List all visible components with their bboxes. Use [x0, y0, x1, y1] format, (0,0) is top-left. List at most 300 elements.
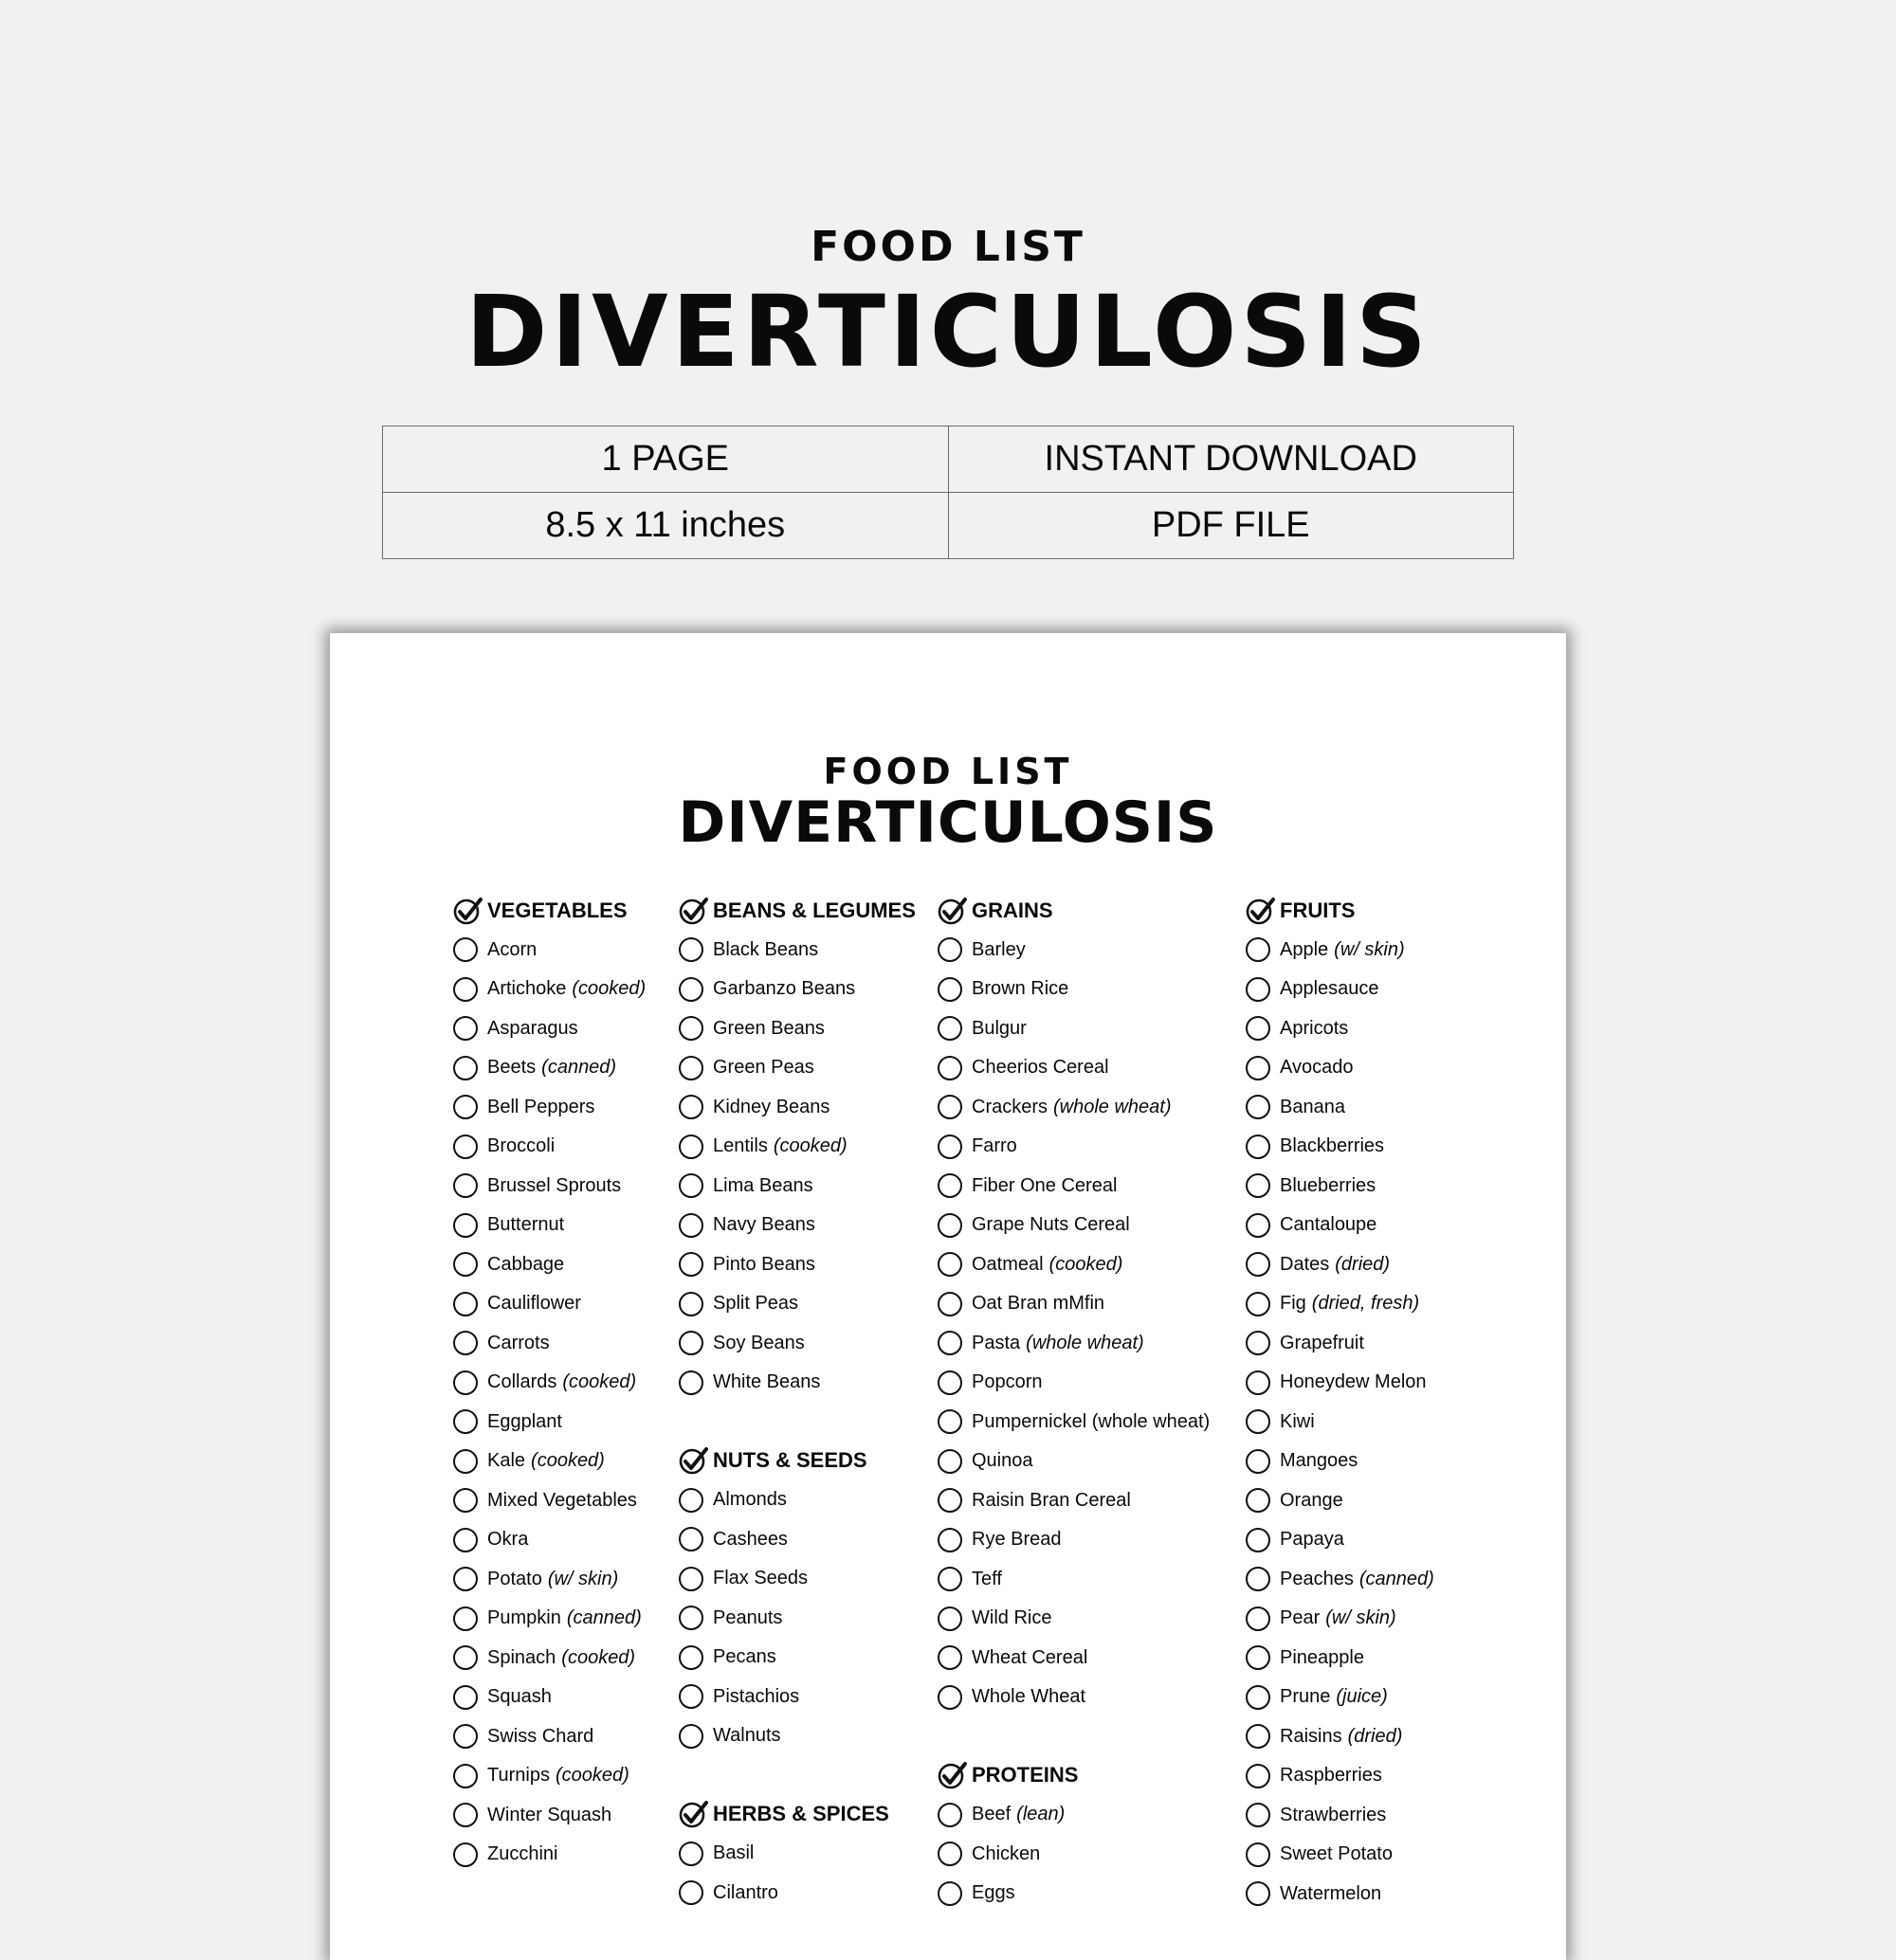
empty-circle-checkbox[interactable] [1246, 1252, 1270, 1277]
checklist-item[interactable] [453, 1088, 646, 1128]
checklist-item[interactable] [938, 1481, 1210, 1521]
checked-circle-icon [938, 1760, 968, 1790]
checklist-item[interactable] [938, 1795, 1210, 1835]
checklist-item[interactable] [938, 1363, 1210, 1403]
empty-circle-checkbox[interactable] [1246, 977, 1270, 1002]
empty-circle-checkbox[interactable] [679, 1370, 703, 1395]
empty-circle-checkbox[interactable] [679, 1606, 703, 1630]
checklist-item[interactable] [453, 1245, 646, 1285]
item-name: Soy Beans [713, 1332, 805, 1353]
empty-circle-checkbox[interactable] [1246, 1685, 1270, 1710]
checklist-item[interactable] [1246, 1875, 1434, 1915]
empty-circle-checkbox[interactable] [453, 1016, 478, 1041]
empty-circle-checkbox[interactable] [938, 1056, 962, 1080]
empty-circle-checkbox[interactable] [1246, 1370, 1270, 1395]
item-name: Raisin Bran Cereal [972, 1489, 1131, 1511]
checklist-item[interactable] [453, 1206, 646, 1245]
empty-circle-checkbox[interactable] [453, 1449, 478, 1474]
checklist-item[interactable] [453, 1796, 646, 1836]
checklist-item[interactable] [453, 931, 646, 971]
empty-circle-checkbox[interactable] [938, 1528, 962, 1552]
item-name: Apple [1280, 938, 1329, 960]
checklist-item[interactable] [1246, 1088, 1434, 1128]
checklist-item[interactable] [1246, 1284, 1434, 1324]
section-header [1246, 891, 1434, 931]
checklist-item[interactable] [453, 1442, 646, 1481]
item-name: Pasta [972, 1332, 1021, 1353]
section-title: BEANS & LEGUMES [713, 898, 916, 922]
empty-circle-checkbox[interactable] [938, 1213, 962, 1238]
item-name: Dates [1280, 1253, 1330, 1275]
checklist-item[interactable] [1246, 1403, 1434, 1443]
checklist-item[interactable] [938, 1088, 1210, 1128]
checklist-item[interactable] [453, 1403, 646, 1443]
checked-circle-icon [938, 896, 968, 926]
checklist-item[interactable] [1246, 1560, 1434, 1600]
checklist-item[interactable] [1246, 1717, 1434, 1757]
item-name: Lentils [713, 1135, 768, 1157]
empty-circle-checkbox[interactable] [679, 1134, 703, 1159]
info-download: INSTANT DOWNLOAD [948, 426, 1514, 493]
empty-circle-checkbox[interactable] [453, 1724, 478, 1749]
empty-circle-checkbox[interactable] [938, 1488, 962, 1513]
checklist-item[interactable] [679, 1245, 916, 1285]
checklist-item[interactable] [1246, 1009, 1434, 1049]
section-title: NUTS & SEEDS [713, 1448, 867, 1473]
item-name: Basil [713, 1842, 755, 1864]
item-name: Eggs [972, 1882, 1015, 1904]
food-section [679, 891, 916, 1403]
checklist-item[interactable] [679, 1874, 916, 1914]
column-2 [679, 891, 916, 1913]
empty-circle-checkbox[interactable] [1246, 1449, 1270, 1474]
item-name: Pinto Beans [713, 1253, 815, 1275]
item-note: (juice) [1336, 1686, 1388, 1708]
item-name: Grapefruit [1280, 1332, 1364, 1353]
item-name: Artichoke [487, 978, 567, 1000]
item-name: Raspberries [1280, 1765, 1382, 1787]
empty-circle-checkbox[interactable] [453, 977, 478, 1002]
empty-circle-checkbox[interactable] [1246, 1606, 1270, 1631]
empty-circle-checkbox[interactable] [938, 977, 962, 1002]
item-name: Flax Seeds [713, 1568, 809, 1589]
item-name: Raisins [1280, 1725, 1342, 1747]
checklist-item[interactable] [1246, 1678, 1434, 1717]
empty-circle-checkbox[interactable] [453, 1842, 478, 1867]
food-list-sheet [330, 633, 1566, 1960]
empty-circle-checkbox[interactable] [1246, 1764, 1270, 1788]
empty-circle-checkbox[interactable] [1246, 1567, 1270, 1591]
checklist-item[interactable] [938, 1442, 1210, 1481]
hero-subtitle: FOOD LIST [811, 223, 1085, 271]
checklist-item[interactable] [679, 1520, 916, 1560]
empty-circle-checkbox[interactable] [1246, 1056, 1270, 1080]
item-name: Beef [972, 1804, 1012, 1825]
empty-circle-checkbox[interactable] [938, 1292, 962, 1316]
item-name: Walnuts [713, 1725, 781, 1747]
checklist-item[interactable] [1246, 1206, 1434, 1245]
item-name: Barley [972, 938, 1026, 960]
food-section [453, 891, 646, 1875]
item-name: Beets [487, 1057, 537, 1079]
checklist-item[interactable] [938, 1835, 1210, 1875]
item-name: Papaya [1280, 1529, 1344, 1551]
item-name: Garbanzo Beans [713, 978, 856, 1000]
empty-circle-checkbox[interactable] [679, 1095, 703, 1119]
checklist-item[interactable] [1246, 1324, 1434, 1364]
item-note: (canned) [566, 1607, 642, 1629]
empty-circle-checkbox[interactable] [1246, 1213, 1270, 1238]
item-name: Sweet Potato [1280, 1843, 1393, 1865]
checklist-item[interactable] [679, 1127, 916, 1167]
item-name: Pumpkin [487, 1607, 561, 1629]
empty-circle-checkbox[interactable] [679, 977, 703, 1002]
empty-circle-checkbox[interactable] [1246, 937, 1270, 962]
empty-circle-checkbox[interactable] [938, 1370, 962, 1395]
checklist-item[interactable] [453, 1048, 646, 1088]
checklist-item[interactable] [679, 1480, 916, 1520]
empty-circle-checkbox[interactable] [938, 1685, 962, 1710]
empty-circle-checkbox[interactable] [938, 1173, 962, 1198]
section-header [453, 891, 646, 931]
item-note: (whole wheat) [1053, 1096, 1172, 1117]
checklist-item[interactable] [679, 1009, 916, 1049]
item-name: Potato [487, 1568, 542, 1589]
checklist-item[interactable] [679, 1638, 916, 1678]
checklist-item[interactable] [453, 1756, 646, 1796]
food-section [679, 1442, 916, 1756]
item-name: Turnips [487, 1765, 550, 1787]
checklist-item[interactable] [453, 1520, 646, 1560]
checklist-item[interactable] [679, 1363, 916, 1403]
checklist-item[interactable] [679, 1599, 916, 1639]
item-name: Pineapple [1280, 1646, 1364, 1668]
item-note: (w/ skin) [1325, 1607, 1396, 1629]
empty-circle-checkbox[interactable] [1246, 1842, 1270, 1867]
food-section [938, 891, 1210, 1717]
empty-circle-checkbox[interactable] [1246, 1292, 1270, 1316]
checklist-item[interactable] [938, 1284, 1210, 1324]
item-name: Collards [487, 1371, 557, 1393]
checklist-item[interactable] [679, 1678, 916, 1717]
empty-circle-checkbox[interactable] [938, 1842, 962, 1866]
checklist-item[interactable] [938, 1206, 1210, 1245]
item-name: Apricots [1280, 1017, 1349, 1039]
item-note: (cooked) [562, 1371, 637, 1393]
checklist-item[interactable] [679, 1048, 916, 1088]
item-note: (cooked) [1048, 1253, 1123, 1275]
checklist-item[interactable] [938, 931, 1210, 971]
checked-circle-icon [679, 1445, 709, 1476]
empty-circle-checkbox[interactable] [679, 1724, 703, 1749]
item-name: Fig [1280, 1293, 1306, 1315]
item-note: (cooked) [531, 1450, 605, 1472]
checklist-item[interactable] [679, 1088, 916, 1128]
empty-circle-checkbox[interactable] [453, 1488, 478, 1513]
empty-circle-checkbox[interactable] [453, 1292, 478, 1316]
empty-circle-checkbox[interactable] [453, 1567, 478, 1591]
checklist-item[interactable] [938, 1560, 1210, 1600]
empty-circle-checkbox[interactable] [453, 1764, 478, 1788]
checklist-item[interactable] [1246, 931, 1434, 971]
checklist-item[interactable] [453, 1009, 646, 1049]
item-note: (cooked) [555, 1765, 629, 1787]
sheet-title: DIVERTICULOSIS [678, 789, 1218, 856]
checklist-item[interactable] [1246, 1167, 1434, 1207]
item-name: Brown Rice [972, 978, 1069, 1000]
empty-circle-checkbox[interactable] [679, 1684, 703, 1709]
item-name: Pumpernickel (whole wheat) [972, 1410, 1211, 1432]
checklist-item[interactable] [1246, 970, 1434, 1009]
checklist-item[interactable] [453, 1717, 646, 1757]
item-name: Chicken [972, 1842, 1041, 1864]
empty-circle-checkbox[interactable] [453, 1645, 478, 1670]
empty-circle-checkbox[interactable] [453, 1331, 478, 1355]
item-name: Applesauce [1280, 978, 1379, 1000]
info-row [383, 493, 1514, 559]
checklist-item[interactable] [679, 1167, 916, 1207]
item-name: Lima Beans [713, 1174, 813, 1196]
item-name: Whole Wheat [972, 1686, 1086, 1708]
empty-circle-checkbox[interactable] [679, 1880, 703, 1905]
empty-circle-checkbox[interactable] [453, 1370, 478, 1395]
empty-circle-checkbox[interactable] [679, 1488, 703, 1513]
checklist-item[interactable] [453, 1835, 646, 1875]
checklist-item[interactable] [938, 1127, 1210, 1167]
item-name: Blueberries [1280, 1174, 1376, 1196]
checklist-item[interactable] [453, 1127, 646, 1167]
empty-circle-checkbox[interactable] [1246, 1803, 1270, 1827]
item-name: Teff [972, 1568, 1002, 1589]
empty-circle-checkbox[interactable] [679, 1842, 703, 1866]
empty-circle-checkbox[interactable] [1246, 1724, 1270, 1749]
food-section [1246, 891, 1434, 1914]
empty-circle-checkbox[interactable] [453, 1056, 478, 1080]
item-note: (cooked) [572, 978, 647, 1000]
empty-circle-checkbox[interactable] [453, 1134, 478, 1159]
checklist-item[interactable] [938, 970, 1210, 1009]
empty-circle-checkbox[interactable] [679, 1567, 703, 1591]
empty-circle-checkbox[interactable] [453, 1252, 478, 1277]
empty-circle-checkbox[interactable] [938, 1567, 962, 1591]
checked-circle-icon [1246, 896, 1276, 926]
empty-circle-checkbox[interactable] [679, 1292, 703, 1316]
section-title: VEGETABLES [487, 898, 628, 922]
item-name: Kale [487, 1450, 526, 1472]
item-name: Oatmeal [972, 1253, 1044, 1275]
checklist-item[interactable] [679, 1206, 916, 1245]
item-name: Peaches [1280, 1568, 1354, 1589]
empty-circle-checkbox[interactable] [453, 937, 478, 962]
empty-circle-checkbox[interactable] [453, 1095, 478, 1119]
item-name: Prune [1280, 1686, 1331, 1708]
info-row [383, 426, 1514, 493]
empty-circle-checkbox[interactable] [938, 1449, 962, 1474]
checklist-item[interactable] [453, 1639, 646, 1679]
checklist-item[interactable] [938, 1324, 1210, 1364]
section-header [679, 1795, 916, 1835]
checklist-item[interactable] [679, 1284, 916, 1324]
checklist-item[interactable] [938, 1048, 1210, 1088]
item-name: Navy Beans [713, 1214, 815, 1236]
item-name: Squash [487, 1686, 552, 1708]
checklist-item[interactable] [453, 1324, 646, 1364]
empty-circle-checkbox[interactable] [453, 1803, 478, 1827]
item-name: Grape Nuts Cereal [972, 1214, 1130, 1236]
item-name: Cilantro [713, 1881, 778, 1903]
empty-circle-checkbox[interactable] [679, 1056, 703, 1080]
item-name: Peanuts [713, 1606, 783, 1628]
item-note: (canned) [1358, 1568, 1434, 1589]
checklist-item[interactable] [938, 1678, 1210, 1717]
empty-circle-checkbox[interactable] [938, 1409, 962, 1434]
item-name: Cabbage [487, 1253, 565, 1275]
checklist-item[interactable] [1246, 1442, 1434, 1481]
checklist-item[interactable] [938, 1245, 1210, 1285]
checklist-item[interactable] [1246, 1835, 1434, 1875]
empty-circle-checkbox[interactable] [679, 937, 703, 962]
column-3 [938, 891, 1210, 1914]
item-name: Orange [1280, 1489, 1343, 1511]
empty-circle-checkbox[interactable] [679, 1331, 703, 1355]
empty-circle-checkbox[interactable] [938, 1252, 962, 1277]
item-name: Cauliflower [487, 1293, 581, 1315]
empty-circle-checkbox[interactable] [453, 1685, 478, 1710]
checklist-item[interactable] [453, 970, 646, 1009]
checklist-item[interactable] [938, 1167, 1210, 1207]
checklist-item[interactable] [938, 1520, 1210, 1560]
empty-circle-checkbox[interactable] [679, 1252, 703, 1277]
section-header [938, 891, 1210, 931]
item-name: Pear [1280, 1607, 1321, 1629]
section-title: GRAINS [972, 898, 1053, 922]
info-pages: 1 PAGE [383, 426, 949, 493]
checklist-item[interactable] [1246, 1245, 1434, 1285]
empty-circle-checkbox[interactable] [453, 1213, 478, 1238]
empty-circle-checkbox[interactable] [938, 1095, 962, 1119]
checklist-item[interactable] [453, 1599, 646, 1639]
item-name: Wheat Cereal [972, 1646, 1088, 1668]
checklist-item[interactable] [679, 1716, 916, 1756]
empty-circle-checkbox[interactable] [1246, 1173, 1270, 1198]
checklist-item[interactable] [938, 1403, 1210, 1443]
item-name: Farro [972, 1135, 1017, 1157]
checklist-item[interactable] [453, 1167, 646, 1207]
column-1 [453, 891, 646, 1875]
checklist-item[interactable] [938, 1639, 1210, 1679]
empty-circle-checkbox[interactable] [1246, 1488, 1270, 1513]
empty-circle-checkbox[interactable] [938, 1331, 962, 1355]
empty-circle-checkbox[interactable] [679, 1213, 703, 1238]
empty-circle-checkbox[interactable] [679, 1527, 703, 1552]
checklist-item[interactable] [1246, 1520, 1434, 1560]
checklist-item[interactable] [453, 1284, 646, 1324]
empty-circle-checkbox[interactable] [679, 1016, 703, 1041]
info-format: PDF FILE [948, 493, 1514, 559]
item-name: Bell Peppers [487, 1096, 595, 1117]
item-name: Black Beans [713, 938, 819, 960]
checklist-item[interactable] [938, 1874, 1210, 1914]
empty-circle-checkbox[interactable] [1246, 1645, 1270, 1670]
item-note: (cooked) [561, 1646, 636, 1668]
checklist-item[interactable] [679, 970, 916, 1009]
item-name: Almonds [713, 1489, 787, 1511]
empty-circle-checkbox[interactable] [938, 1645, 962, 1670]
food-section [679, 1795, 916, 1914]
sheet-subtitle: FOOD LIST [823, 751, 1073, 792]
checklist-item[interactable] [1246, 1127, 1434, 1167]
item-note: (cooked) [773, 1135, 848, 1157]
empty-circle-checkbox[interactable] [1246, 1881, 1270, 1906]
checklist-item[interactable] [1246, 1796, 1434, 1836]
hero-title: DIVERTICULOSIS [465, 274, 1431, 390]
item-name: Fiber One Cereal [972, 1174, 1118, 1196]
empty-circle-checkbox[interactable] [938, 1016, 962, 1041]
empty-circle-checkbox[interactable] [1246, 1016, 1270, 1041]
item-note: (dried) [1335, 1253, 1391, 1275]
empty-circle-checkbox[interactable] [1246, 1095, 1270, 1119]
empty-circle-checkbox[interactable] [938, 937, 962, 962]
checklist-item[interactable] [1246, 1363, 1434, 1403]
item-name: Bulgur [972, 1017, 1027, 1039]
empty-circle-checkbox[interactable] [679, 1645, 703, 1670]
checklist-item[interactable] [938, 1599, 1210, 1639]
checklist-item[interactable] [1246, 1756, 1434, 1796]
empty-circle-checkbox[interactable] [453, 1606, 478, 1631]
checklist-item[interactable] [453, 1560, 646, 1600]
empty-circle-checkbox[interactable] [453, 1409, 478, 1434]
item-note: (lean) [1016, 1804, 1066, 1825]
empty-circle-checkbox[interactable] [453, 1528, 478, 1552]
checklist-item[interactable] [679, 1834, 916, 1874]
empty-circle-checkbox[interactable] [453, 1173, 478, 1198]
checklist-item[interactable] [679, 931, 916, 971]
item-name: Banana [1280, 1096, 1345, 1117]
checklist-item[interactable] [1246, 1048, 1434, 1088]
item-name: Cashees [713, 1528, 788, 1550]
checklist-item[interactable] [453, 1481, 646, 1521]
empty-circle-checkbox[interactable] [679, 1173, 703, 1198]
checklist-item[interactable] [1246, 1599, 1434, 1639]
checklist-item[interactable] [453, 1678, 646, 1717]
item-name: Wild Rice [972, 1607, 1052, 1629]
item-name: Mangoes [1280, 1450, 1358, 1472]
section-title: PROTEINS [972, 1763, 1079, 1788]
item-name: Strawberries [1280, 1804, 1387, 1825]
checklist-item[interactable] [938, 1009, 1210, 1049]
empty-circle-checkbox[interactable] [938, 1881, 962, 1906]
checklist-item[interactable] [1246, 1481, 1434, 1521]
empty-circle-checkbox[interactable] [1246, 1134, 1270, 1159]
checklist-item[interactable] [679, 1324, 916, 1364]
item-name: Quinoa [972, 1450, 1033, 1472]
empty-circle-checkbox[interactable] [1246, 1331, 1270, 1355]
checklist-item[interactable] [453, 1363, 646, 1403]
empty-circle-checkbox[interactable] [1246, 1409, 1270, 1434]
item-name: Cheerios Cereal [972, 1057, 1109, 1079]
checklist-item[interactable] [679, 1559, 916, 1599]
item-name: Carrots [487, 1332, 550, 1353]
empty-circle-checkbox[interactable] [1246, 1528, 1270, 1552]
item-name: Asparagus [487, 1017, 578, 1039]
empty-circle-checkbox[interactable] [938, 1606, 962, 1631]
checklist-item[interactable] [1246, 1639, 1434, 1679]
empty-circle-checkbox[interactable] [938, 1803, 962, 1827]
empty-circle-checkbox[interactable] [938, 1134, 962, 1159]
item-note: (dried, fresh) [1311, 1293, 1420, 1315]
column-4 [1246, 891, 1434, 1914]
item-name: Butternut [487, 1214, 565, 1236]
